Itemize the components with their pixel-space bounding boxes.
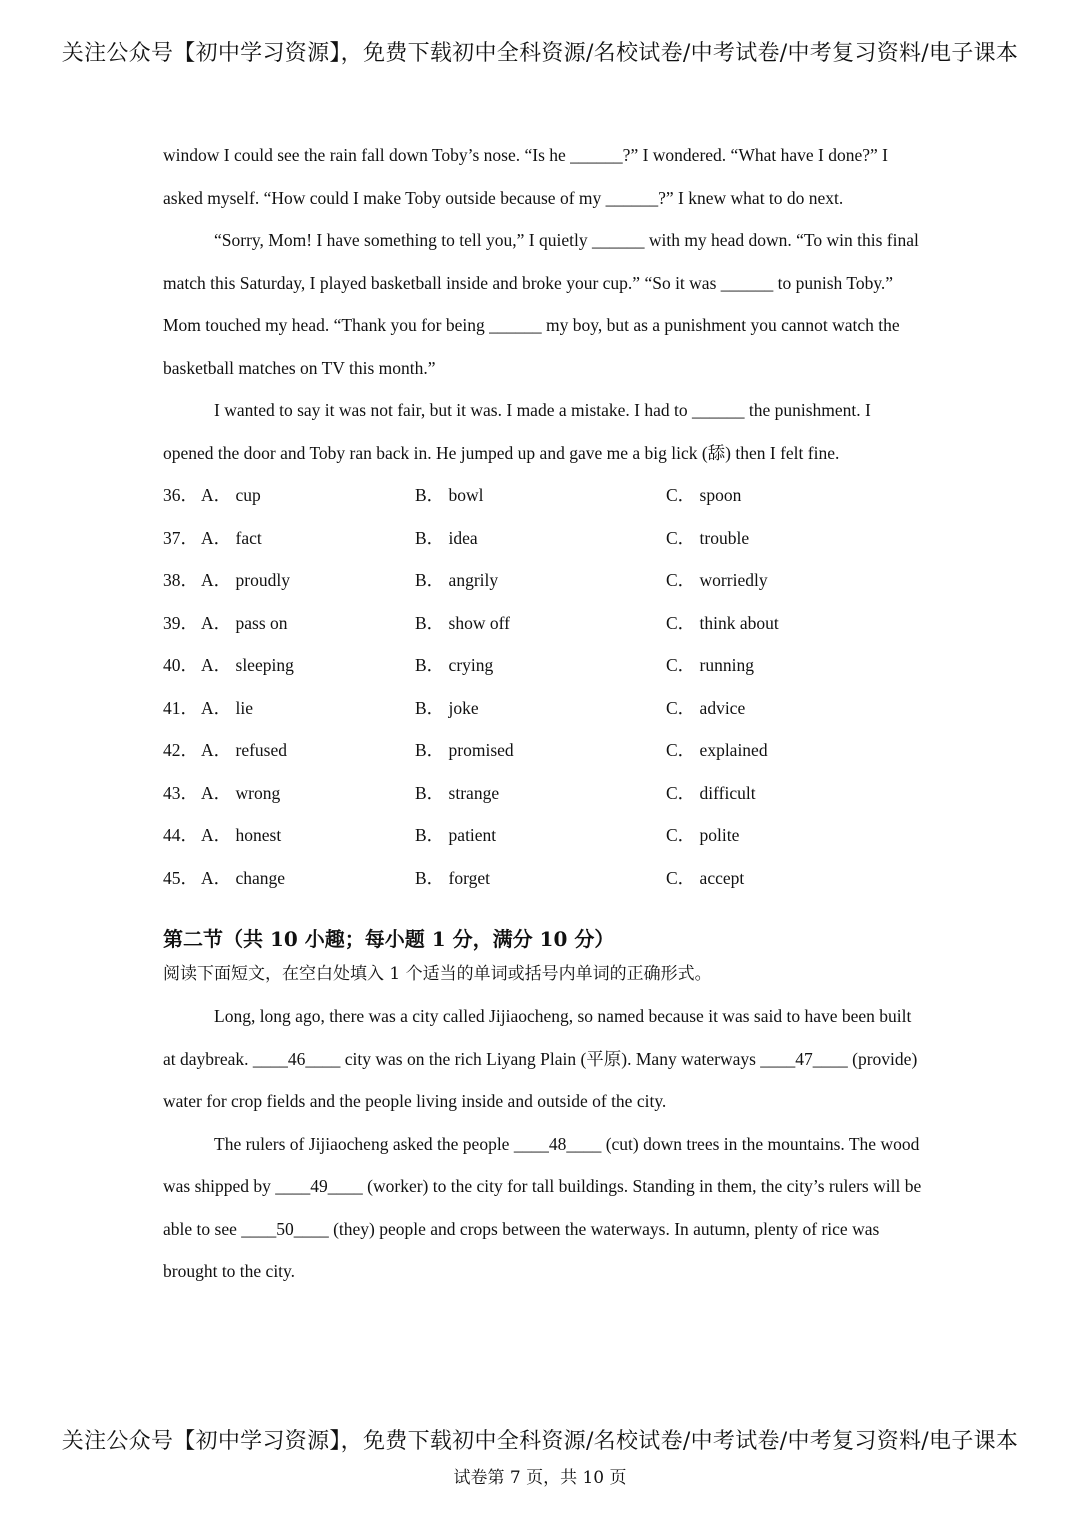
option-row [163,517,923,560]
page-content [163,134,923,1293]
option-b: B． idea [415,527,478,548]
option-b: B． bowl [415,485,484,505]
passage1-paragraph-3: I wanted to say it was not fair, but it was. I made a mistake. I had to ______ the punishment. I opened the door and Toby ran back in. He jumped up and gave me a big lick (舔) then I felt fine. [163,400,871,463]
option-a: A． change [201,867,286,888]
question-number: 41． [163,697,198,718]
option-b: B． joke [415,697,479,718]
page-number: 试卷第 7 页，共 10 页 [453,1468,627,1488]
option-b: B． forget [415,867,491,888]
question-number: 39． [163,612,198,633]
options-list [163,474,923,899]
passage2-paragraph-2: The rulers of Jijiaocheng asked the people ____48____ (cut) down trees in the mountains. The wood was shipped by ____49____ (worker) to the city for tall buildings. Standing in them, the city’s rulers will be able to see ____50____ (they) people and crops between the waterways. In autumn, plenty of rice was brought to the city. [163,1133,922,1281]
option-a: A． pass on [201,612,288,633]
question-number: 45． [163,867,198,888]
option-c: C． polite [666,825,740,845]
option-a: A． sleeping [201,655,294,675]
option-a: A． refused [201,740,288,760]
option-b: B． angrily [415,570,499,590]
option-row [163,857,923,900]
option-c: C． trouble [666,527,750,548]
option-row [163,644,923,687]
header-banner: 关注公众号【初中学习资源】，免费下载初中全科资源/名校试卷/中考试卷/中考复习资料/电子课本 [61,41,1019,66]
option-c: C． think about [666,612,779,633]
option-b: B． promised [415,740,514,760]
passage2-paragraph-1: Long, long ago, there was a city called Jijiaocheng, so named because it was said to have been built at daybreak. ____46____ city was on the rich Liyang Plain (平原). Many waterways ____47____ (provide) water for crop fields and the people living inside and outside of the city. [163,1006,918,1111]
option-c: C． explained [666,740,768,760]
question-number: 40． [163,655,198,675]
footer-banner: 关注公众号【初中学习资源】，免费下载初中全科资源/名校试卷/中考试卷/中考复习资料/电子课本 [61,1429,1019,1454]
option-row [163,729,923,772]
section-title: 第二节（共 10 小趣；每小题 1 分，满分 10 分） [163,927,615,951]
option-a: A． honest [201,825,282,845]
option-c: C． worriedly [666,570,768,590]
option-row [163,814,923,857]
question-number: 42． [163,740,198,760]
option-row [163,687,923,730]
question-number: 38． [163,570,198,590]
option-b: B． patient [415,825,497,845]
option-row [163,559,923,602]
passage1-paragraph-1: window I could see the rain fall down Toby’s nose. “Is he ______?” I wondered. “What have I done?” I asked myself. “How could I make Toby outside because of my ______?” I knew what to do next. [163,145,888,208]
option-b: B． show off [415,612,510,633]
question-number: 37． [163,527,198,548]
option-a: A． fact [201,527,262,548]
section-instruction: 阅读下面短文，在空白处填入 1 个适当的单词或括号内单词的正确形式。 [163,964,712,984]
option-a: A． wrong [201,782,281,803]
option-c: C． spoon [666,485,742,505]
option-c: C． accept [666,867,745,888]
question-number: 43． [163,782,198,803]
option-row [163,602,923,645]
option-a: A． proudly [201,570,290,590]
option-a: A． lie [201,697,254,718]
passage1-paragraph-2: “Sorry, Mom! I have something to tell you,” I quietly ______ with my head down. “To win this final match this Saturday, I played basketball inside and broke your cup.” “So it was ______ to punish Toby.” Mom touched my head. “Thank you for being ______ my boy, but as a punishment you cannot watch the basketball matches on TV this month.” [163,230,919,378]
option-c: C． running [666,655,754,675]
question-number: 36． [163,485,198,505]
option-c: C． difficult [666,782,756,803]
question-number: 44． [163,825,198,845]
option-b: B． strange [415,782,500,803]
option-b: B． crying [415,655,494,675]
option-row [163,772,923,815]
option-c: C． advice [666,697,746,718]
option-a: A． cup [201,485,261,505]
option-row [163,474,923,517]
